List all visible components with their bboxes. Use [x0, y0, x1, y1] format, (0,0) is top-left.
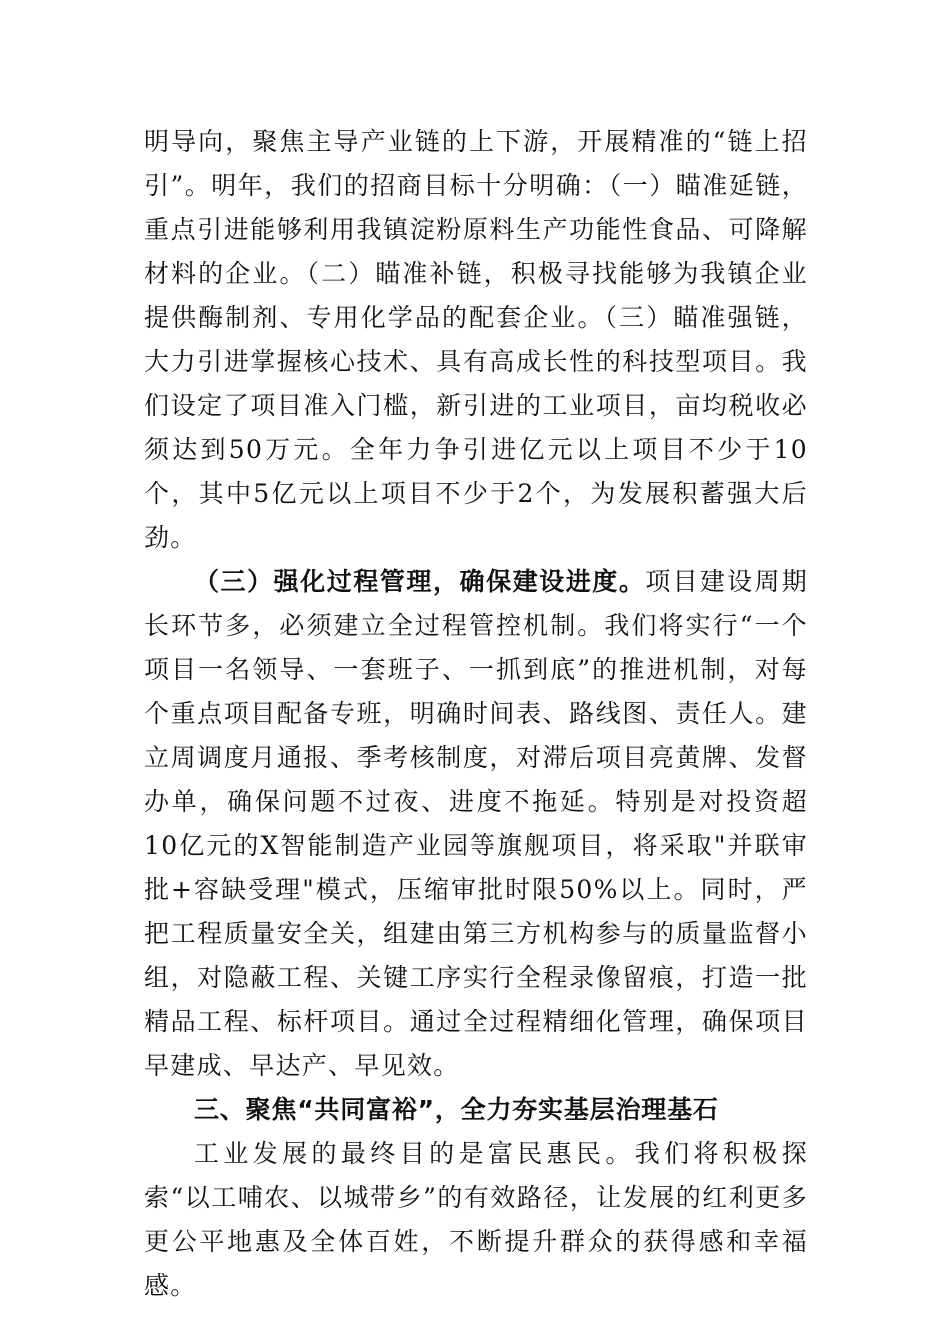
paragraph-process-management: [144, 560, 808, 1088]
paragraph-continuation: [144, 120, 808, 560]
paragraph-closing: [144, 1132, 808, 1308]
paragraph-text: 工业发展的最终目的是富民惠民。我们将积极探索“以工哺农、以城带乡”的有效路径，让发展的红利更多更公平地惠及全体百姓，不断提升群众的获得感和幸福感。: [144, 1139, 808, 1300]
paragraph-text: 项目建设周期长环节多，必须建立全过程管控机制。我们将实行“一个项目一名领导、一套班子、一抓到底”的推进机制，对每个重点项目配备专班，明确时间表、路线图、责任人。建立周调度月通报、季考核制度，对滞后项目亮黄牌、发督办单，确保问题不过夜、进度不拖延。特别是对投资超10亿元的X智能制造产业园等旗舰项目，将采取"并联审批+容缺受理"模式，压缩审批时限50%以上。同时，严把工程质量安全关，组建由第三方机构参与的质量监督小组，对隐蔽工程、关键工序实行全程录像留痕，打造一批精品工程、标杆项目。通过全过程精细化管理，确保项目早建成、早达产、早见效。: [144, 567, 808, 1080]
paragraph-text: 明导向，聚焦主导产业链的上下游，开展精准的“链上招引”。明年，我们的招商目标十分明确：（一）瞄准延链，重点引进能够利用我镇淀粉原料生产功能性食品、可降解材料的企业。（二）瞄准补链，积极寻找能够为我镇企业提供酶制剂、专用化学品的配套企业。（三）瞄准强链，大力引进掌握核心技术、具有高成长性的科技型项目。我们设定了项目准入门槛，新引进的工业项目，亩均税收必须达到50万元。全年力争引进亿元以上项目不少于10个，其中5亿元以上项目不少于2个，为发展积蓄强大后劲。: [144, 127, 808, 552]
section-heading: 三、聚焦“共同富裕”，全力夯实基层治理基石: [194, 1095, 719, 1124]
paragraph-lead-heading: （三）强化过程管理，确保建设进度。: [194, 567, 646, 596]
document-body: [144, 120, 808, 1308]
